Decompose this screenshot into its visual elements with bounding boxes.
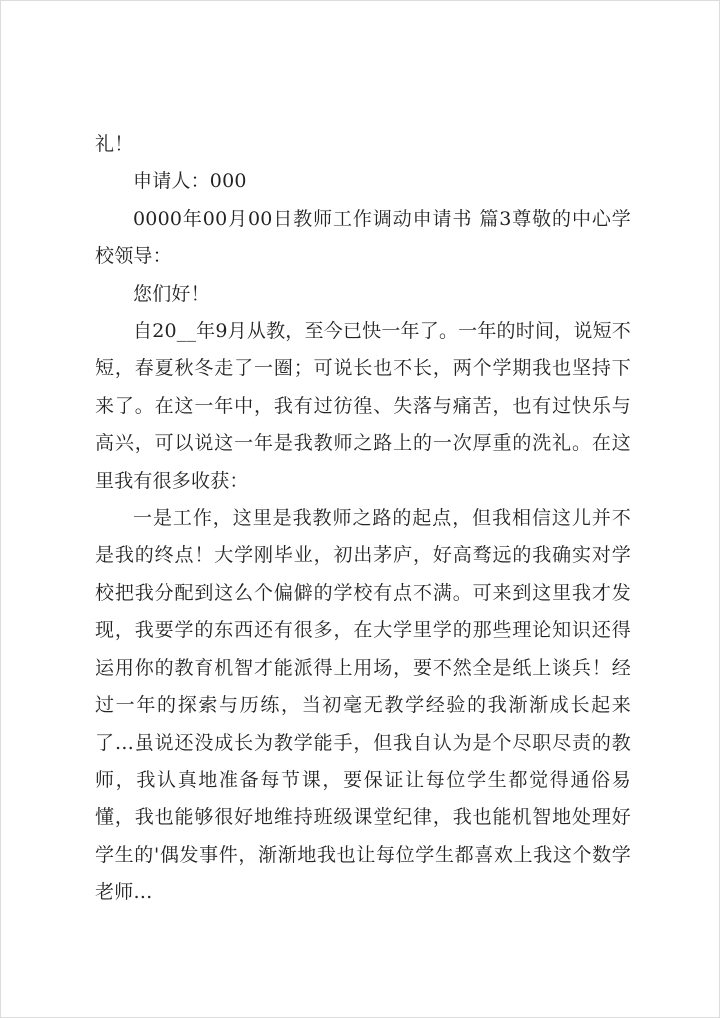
paragraph-closing: 礼！: [95, 133, 134, 155]
paragraph-intro: 自20__年9月从教，至今已快一年了。一年的时间，说短不短，春夏秋冬走了一圈；可说长也不长，两个学期我也坚持下来了。在这一年中，我有过彷徨、失落与痛苦，也有过快乐与高兴，可以说这一年是我教师之路上的一次厚重的洗礼。在这里我有很多收获：: [95, 320, 631, 492]
paragraph-greeting: 您们好！: [133, 282, 210, 305]
paragraph-date-title: 0000年00月00日教师工作调动申请书 篇3尊敬的中心学校领导：: [95, 207, 631, 268]
paragraph-work: 一是工作，这里是我教师之路的起点，但我相信这儿并不是我的终点！大学刚毕业，初出茅庐，好高骛远的我确实对学校把我分配到这么个偏僻的学校有点不满。可来到这里我才发现，我要学的东西还有很多，在大学里学的那些理论知识还得运用你的教育机智才能派得上用场，要不然全是纸上谈兵！经过一年的探索与历练，当初毫无教学经验的我渐渐成长起来了…虽说还没成长为教学能手，但我自认为是个尽职尽责的教师，我认真地准备每节课，要保证让每位学生都觉得通俗易懂，我也能够很好地维持班级课堂纪律，我也能机智地处理好学生的'偶发事件，渐渐地我也让每位学生都喜欢上我这个数学老师…: [95, 507, 631, 904]
document-body: [95, 126, 631, 912]
paragraph-applicant: 申请人：000: [133, 170, 247, 193]
